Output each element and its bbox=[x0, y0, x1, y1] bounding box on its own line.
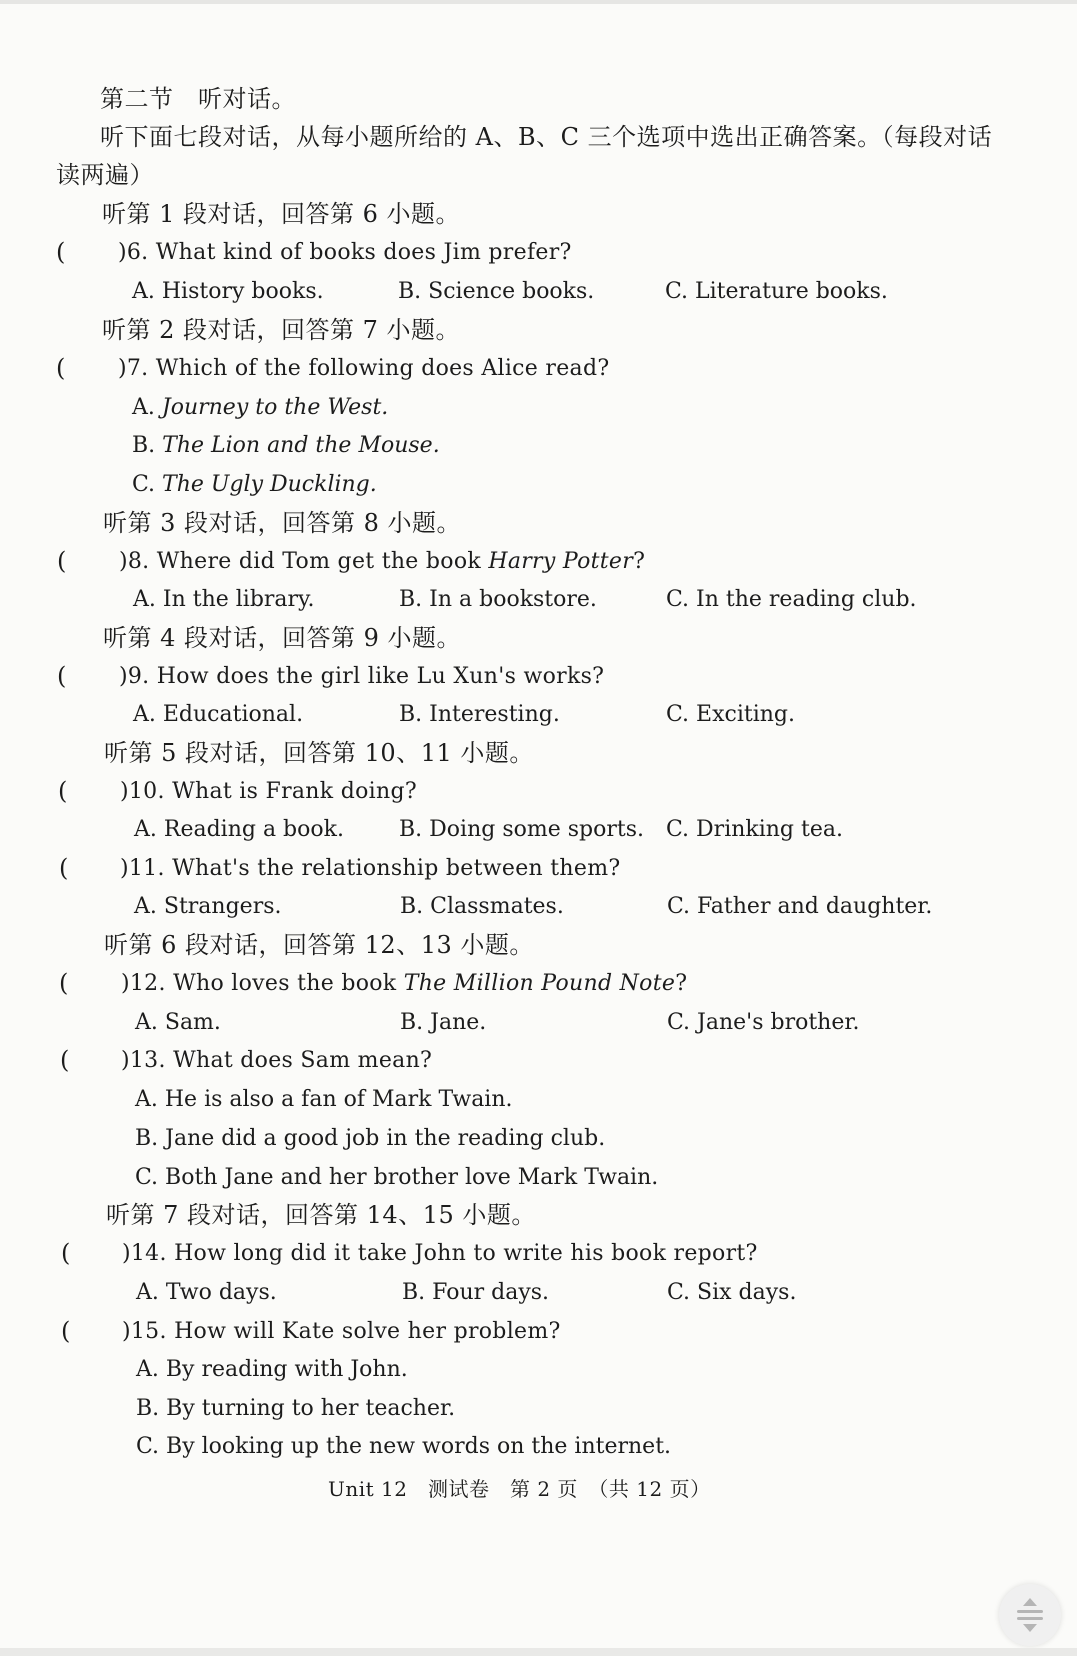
scroll-up-icon bbox=[1023, 1598, 1037, 1606]
book-title: Journey to the West. bbox=[161, 395, 389, 420]
question-12-stem bbox=[121, 969, 687, 999]
question-9-option-b: B. Interesting. bbox=[399, 702, 560, 727]
question-14-option-b: B. Four days. bbox=[402, 1280, 550, 1305]
question-15-stem: )15. How will Kate solve her problem? bbox=[122, 1319, 561, 1344]
question-13-option-a: A. He is also a fan of Mark Twain. bbox=[135, 1087, 513, 1112]
question-14-option-a: A. Two days. bbox=[136, 1280, 277, 1305]
book-title: Harry Potter bbox=[488, 549, 634, 574]
question-6-option-b: B. Science books. bbox=[398, 279, 595, 304]
book-title: The Lion and the Mouse. bbox=[162, 433, 440, 458]
question-9-option-a: A. Educational. bbox=[133, 702, 304, 727]
section-title: 第二节 听对话。 bbox=[100, 85, 296, 113]
instructions-line-1: 听下面七段对话，从每小题所给的 A、B、C 三个选项中选出正确答案。（每段对话 bbox=[100, 123, 993, 151]
answer-blank-10[interactable]: ( bbox=[58, 777, 68, 805]
book-title: The Ugly Duckling. bbox=[162, 472, 377, 497]
question-10-option-b: B. Doing some sports. bbox=[399, 817, 644, 842]
stem-text: )8. Where did Tom get the book bbox=[119, 549, 489, 574]
answer-blank-12[interactable]: ( bbox=[59, 969, 69, 997]
answer-blank-8[interactable]: ( bbox=[57, 547, 67, 575]
question-13-option-c: C. Both Jane and her brother love Mark Twain. bbox=[135, 1165, 659, 1190]
question-14-option-c: C. Six days. bbox=[667, 1280, 797, 1305]
question-8-option-c: C. In the reading club. bbox=[666, 587, 917, 612]
question-8-option-a: A. In the library. bbox=[133, 587, 315, 612]
group-heading-5: 听第 5 段对话，回答第 10、11 小题。 bbox=[104, 739, 534, 767]
instructions-line-2: 读两遍） bbox=[56, 161, 154, 189]
question-15-option-a: A. By reading with John. bbox=[136, 1357, 408, 1382]
question-12-option-c: C. Jane's brother. bbox=[667, 1010, 860, 1035]
menu-lines-icon bbox=[1017, 1610, 1043, 1613]
stem-end: ? bbox=[633, 549, 646, 574]
page-footer: Unit 12 测试卷 第 2 页 （共 12 页） bbox=[328, 1477, 711, 1501]
question-7-option-b bbox=[132, 431, 440, 461]
group-heading-4: 听第 4 段对话，回答第 9 小题。 bbox=[103, 624, 462, 652]
question-10-option-a: A. Reading a book. bbox=[134, 817, 344, 842]
answer-blank-15[interactable]: ( bbox=[61, 1317, 71, 1345]
question-7-option-c bbox=[132, 470, 377, 500]
top-edge bbox=[0, 0, 1077, 4]
question-6-option-a: A. History books. bbox=[132, 279, 324, 304]
stem-end: ? bbox=[675, 971, 688, 996]
question-15-option-c: C. By looking up the new words on the internet. bbox=[136, 1434, 672, 1459]
group-heading-1: 听第 1 段对话，回答第 6 小题。 bbox=[102, 200, 461, 228]
scroll-down-icon bbox=[1023, 1624, 1037, 1632]
question-11-option-b: B. Classmates. bbox=[400, 894, 564, 919]
question-12-option-b: B. Jane. bbox=[400, 1010, 487, 1035]
stem-text: )12. Who loves the book bbox=[121, 971, 404, 996]
question-6-stem: )6. What kind of books does Jim prefer? bbox=[118, 240, 572, 265]
option-letter: B. bbox=[132, 433, 163, 458]
question-9-stem: )9. How does the girl like Lu Xun's works? bbox=[119, 664, 605, 689]
answer-blank-6[interactable]: ( bbox=[56, 238, 66, 266]
question-7-option-a bbox=[132, 393, 388, 423]
question-11-option-c: C. Father and daughter. bbox=[667, 894, 933, 919]
bottom-edge bbox=[0, 1648, 1077, 1656]
question-15-option-b: B. By turning to her teacher. bbox=[136, 1396, 456, 1421]
scroll-button[interactable] bbox=[999, 1584, 1061, 1646]
group-heading-7: 听第 7 段对话，回答第 14、15 小题。 bbox=[106, 1201, 536, 1229]
question-8-option-b: B. In a bookstore. bbox=[399, 587, 597, 612]
question-9-option-c: C. Exciting. bbox=[666, 702, 795, 727]
question-7-stem: )7. Which of the following does Alice read? bbox=[118, 356, 610, 381]
answer-blank-7[interactable]: ( bbox=[56, 354, 66, 382]
book-title: The Million Pound Note bbox=[403, 971, 676, 996]
question-6-option-c: C. Literature books. bbox=[665, 279, 888, 304]
group-heading-2: 听第 2 段对话，回答第 7 小题。 bbox=[102, 316, 461, 344]
answer-blank-13[interactable]: ( bbox=[60, 1046, 70, 1074]
menu-lines-icon-2 bbox=[1017, 1617, 1043, 1620]
question-11-stem: )11. What's the relationship between them? bbox=[120, 856, 621, 881]
question-12-option-a: A. Sam. bbox=[135, 1010, 221, 1035]
question-10-stem: )10. What is Frank doing? bbox=[120, 779, 417, 804]
question-14-stem: )14. How long did it take John to write his book report? bbox=[122, 1241, 758, 1266]
question-13-option-b: B. Jane did a good job in the reading club. bbox=[135, 1126, 606, 1151]
answer-blank-14[interactable]: ( bbox=[61, 1239, 71, 1267]
question-8-stem bbox=[119, 547, 645, 577]
group-heading-3: 听第 3 段对话，回答第 8 小题。 bbox=[103, 509, 462, 537]
question-13-stem: )13. What does Sam mean? bbox=[121, 1048, 433, 1073]
option-letter: A. bbox=[132, 395, 162, 420]
answer-blank-11[interactable]: ( bbox=[59, 854, 69, 882]
question-10-option-c: C. Drinking tea. bbox=[666, 817, 843, 842]
option-letter: C. bbox=[132, 472, 163, 497]
group-heading-6: 听第 6 段对话，回答第 12、13 小题。 bbox=[104, 931, 534, 959]
question-11-option-a: A. Strangers. bbox=[134, 894, 282, 919]
answer-blank-9[interactable]: ( bbox=[57, 662, 67, 690]
